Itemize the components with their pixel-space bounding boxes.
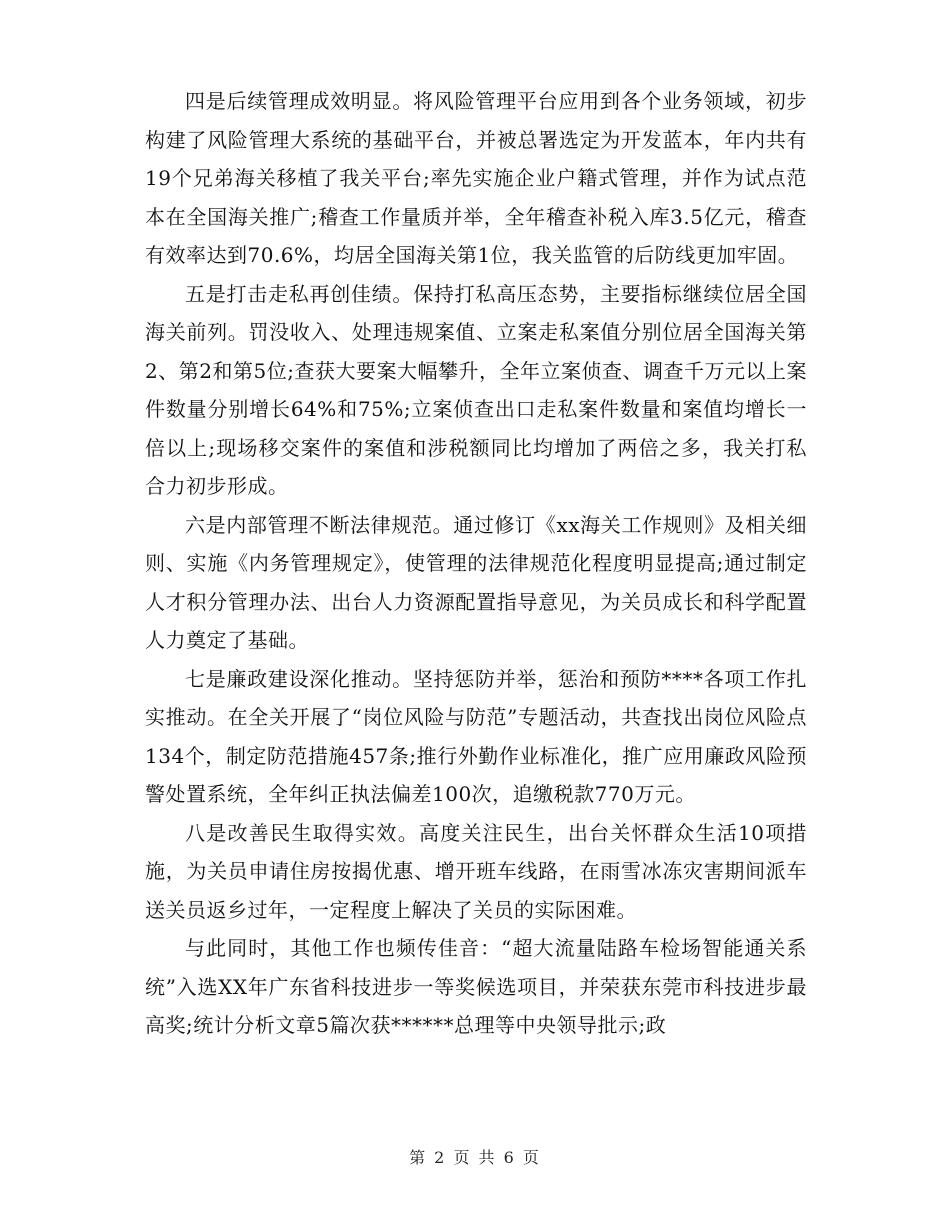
paragraph-internal-management: 六是内部管理不断法律规范。通过修订《xx海关工作规则》及相关细则、实施《内务管理规定》，使管理的法律规范化程度明显提高;通过制定人才积分管理办法、出台人力资源配置指导意见，为关员成长和科学配置人力奠定了基础。 — [145, 512, 807, 652]
document-body — [145, 82, 807, 1045]
paragraph-livelihood: 八是改善民生取得实效。高度关注民生，出台关怀群众生活10项措施，为关员申请住房按揭优惠、增开班车线路，在雨雪冰冻灾害期间派车送关员返乡过年，一定程度上解决了关员的实际困难。 — [145, 820, 807, 922]
page-number-footer: 第 2 页 共 6 页 — [409, 1148, 541, 1167]
paragraph-integrity-building: 七是廉政建设深化推动。坚持惩防并举，惩治和预防****各项工作扎实推动。在全关开展了“岗位风险与防范”专题活动，共查找出岗位风险点134个，制定防范措施457条;推行外勤作业标准化，推广应用廉政风险预警处置系统，全年纠正执法偏差100次，追缴税款770万元。 — [145, 666, 807, 806]
paragraph-anti-smuggling: 五是打击走私再创佳绩。保持打私高压态势，主要指标继续位居全国海关前列。罚没收入、处理违规案值、立案走私案值分别位居全国海关第2、第2和第5位;查获大要案大幅攀升，全年立案侦查、调查千万元以上案件数量分别增长64%和75%;立案侦查出口走私案件数量和案值均增长一倍以上;现场移交案件的案值和涉税额同比均增加了两倍之多，我关打私合力初步形成。 — [145, 281, 807, 498]
paragraph-other-work: 与此同时，其他工作也频传佳音：“超大流量陆路车检场智能通关系统”入选XX年广东省科技进步一等奖候选项目，并荣获东莞市科技进步最高奖;统计分析文章5篇次获******总理等中央领导批示;政 — [145, 936, 807, 1037]
paragraph-follow-up-management: 四是后续管理成效明显。将风险管理平台应用到各个业务领域，初步构建了风险管理大系统的基础平台，并被总署选定为开发蓝本，年内共有19个兄弟海关移植了我关平台;率先实施企业户籍式管理，并作为试点范本在全国海关推广;稽查工作量质并举，全年稽查补税入库3.5亿元，稽查有效率达到70.6%，均居全国海关第1位，我关监管的后防线更加牢固。 — [145, 89, 807, 267]
